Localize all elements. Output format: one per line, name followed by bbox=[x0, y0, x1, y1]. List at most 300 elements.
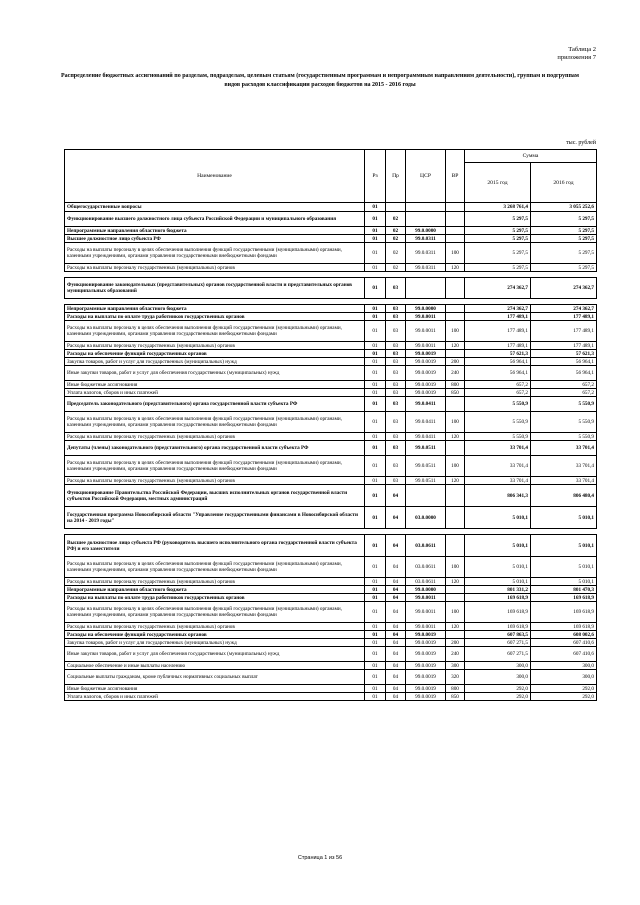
page-number: Страница 1 из 56 bbox=[297, 855, 343, 861]
cell-csr bbox=[406, 212, 446, 227]
cell-pr: 03 bbox=[386, 278, 406, 299]
cell-vr bbox=[446, 227, 465, 235]
cell-v2015: 3 268 761,4 bbox=[465, 203, 531, 212]
cell-v2016: 57 621,3 bbox=[531, 350, 597, 358]
cell-rz: 01 bbox=[365, 433, 386, 441]
table-row bbox=[65, 647, 597, 662]
cell-name: Расходы на обеспечение функций государственных органов bbox=[65, 350, 365, 358]
cell-name: Уплата налогов, сборов и иных платежей bbox=[65, 389, 365, 397]
cell-csr: 99.0.0311 bbox=[406, 264, 446, 272]
cell-csr: 99.0.0011 bbox=[406, 342, 446, 350]
cell-vr bbox=[446, 586, 465, 594]
cell-csr: 99.0.0019 bbox=[406, 647, 446, 662]
cell-pr: 02 bbox=[386, 264, 406, 272]
cell-pr: 04 bbox=[386, 662, 406, 670]
cell-csr: 99.0.0019 bbox=[406, 381, 446, 389]
cell-name: Непрограммные направления областного бюджета bbox=[65, 305, 365, 313]
column-header-2016: 2016 год bbox=[531, 163, 597, 203]
table-row bbox=[65, 389, 597, 397]
cell-v2015: 177 489,1 bbox=[465, 342, 531, 350]
cell-name: Расходы на выплаты персоналу государственных (муниципальных) органов bbox=[65, 623, 365, 631]
cell-name: Депутаты (члены) законодательного (представительного) органа государственной власти субъекта РФ bbox=[65, 441, 365, 456]
cell-csr: 99.0.0311 bbox=[406, 235, 446, 243]
cell-pr: 04 bbox=[386, 594, 406, 602]
cell-v2016: 5 010,1 bbox=[531, 578, 597, 586]
cell-pr: 03 bbox=[386, 456, 406, 477]
cell-v2016: 169 618,9 bbox=[531, 623, 597, 631]
cell-rz: 01 bbox=[365, 321, 386, 342]
cell-rz: 01 bbox=[365, 647, 386, 662]
cell-vr bbox=[446, 397, 465, 412]
cell-rz: 01 bbox=[365, 586, 386, 594]
cell-csr: 99.0.0511 bbox=[406, 477, 446, 485]
cell-csr: 99.0.0000 bbox=[406, 586, 446, 594]
cell-pr: 04 bbox=[386, 647, 406, 662]
table-row bbox=[65, 366, 597, 381]
cell-rz: 01 bbox=[365, 203, 386, 212]
cell-csr: 99.0.0019 bbox=[406, 693, 446, 701]
cell-v2015: 56 964,1 bbox=[465, 366, 531, 381]
cell-vr: 200 bbox=[446, 358, 465, 366]
cell-rz: 01 bbox=[365, 693, 386, 701]
cell-pr: 04 bbox=[386, 557, 406, 578]
cell-vr: 120 bbox=[446, 264, 465, 272]
cell-rz: 01 bbox=[365, 631, 386, 639]
table-row bbox=[65, 235, 597, 243]
cell-vr: 100 bbox=[446, 602, 465, 623]
cell-v2016: 608 002,6 bbox=[531, 631, 597, 639]
cell-v2016: 806 480,4 bbox=[531, 485, 597, 507]
cell-csr: 99.0.0019 bbox=[406, 631, 446, 639]
cell-v2016: 5 550,9 bbox=[531, 433, 597, 441]
cell-name: Иные бюджетные ассигнования bbox=[65, 381, 365, 389]
cell-v2015: 169 618,9 bbox=[465, 602, 531, 623]
cell-csr: 99.0.0011 bbox=[406, 594, 446, 602]
cell-pr: 04 bbox=[386, 535, 406, 557]
cell-rz: 01 bbox=[365, 412, 386, 433]
cell-v2016: 5 297,5 bbox=[531, 212, 597, 227]
cell-csr: 99.0.0000 bbox=[406, 305, 446, 313]
cell-rz: 01 bbox=[365, 456, 386, 477]
cell-pr: 03 bbox=[386, 342, 406, 350]
cell-v2016: 801 470,3 bbox=[531, 586, 597, 594]
cell-csr: 03.0.0611 bbox=[406, 535, 446, 557]
cell-vr bbox=[446, 235, 465, 243]
cell-name: Общегосударственные вопросы bbox=[65, 203, 365, 212]
cell-v2015: 5 010,1 bbox=[465, 507, 531, 529]
cell-name: Функционирование Правительства Российской Федерации, высших исполнительных органов государственной власти субъектов Российской Федерации, местных администраций bbox=[65, 485, 365, 507]
cell-pr: 04 bbox=[386, 639, 406, 647]
cell-rz: 01 bbox=[365, 350, 386, 358]
cell-rz: 01 bbox=[365, 535, 386, 557]
cell-v2015: 806 341,3 bbox=[465, 485, 531, 507]
cell-name: Социальные выплаты гражданам, кроме публичных нормативных социальных выплат bbox=[65, 670, 365, 685]
table-row bbox=[65, 507, 597, 529]
cell-v2016: 300,0 bbox=[531, 662, 597, 670]
table-row bbox=[65, 412, 597, 433]
cell-pr: 02 bbox=[386, 243, 406, 264]
cell-name: Председатель законодательного (представительного) органа государственной власти субъекта РФ bbox=[65, 397, 365, 412]
cell-pr: 03 bbox=[386, 313, 406, 321]
table-row bbox=[65, 693, 597, 701]
cell-name: Закупка товаров, работ и услуг для государственных (муниципальных) нужд bbox=[65, 358, 365, 366]
cell-vr: 850 bbox=[446, 693, 465, 701]
cell-rz: 01 bbox=[365, 381, 386, 389]
cell-v2016: 177 489,1 bbox=[531, 321, 597, 342]
table-body bbox=[65, 203, 597, 701]
cell-rz: 01 bbox=[365, 243, 386, 264]
cell-v2015: 33 701,4 bbox=[465, 456, 531, 477]
cell-name: Высшее должностное лицо субъекта РФ bbox=[65, 235, 365, 243]
cell-pr: 03 bbox=[386, 381, 406, 389]
cell-name: Расходы на выплаты персоналу государственных (муниципальных) органов bbox=[65, 578, 365, 586]
cell-pr: 04 bbox=[386, 685, 406, 693]
cell-v2016: 607 410,6 bbox=[531, 647, 597, 662]
table-row bbox=[65, 557, 597, 578]
cell-vr: 120 bbox=[446, 477, 465, 485]
column-header-csr: ЦСР bbox=[406, 150, 446, 203]
cell-vr: 800 bbox=[446, 685, 465, 693]
cell-v2015: 5 297,5 bbox=[465, 264, 531, 272]
cell-vr bbox=[446, 507, 465, 529]
cell-rz: 01 bbox=[365, 358, 386, 366]
cell-v2016: 56 964,1 bbox=[531, 366, 597, 381]
cell-v2015: 274 362,7 bbox=[465, 278, 531, 299]
cell-vr bbox=[446, 631, 465, 639]
cell-vr bbox=[446, 212, 465, 227]
table-row bbox=[65, 278, 597, 299]
cell-name: Функционирование законодательных (представительных) органов государственной власти и представительных органов муниципальных образований bbox=[65, 278, 365, 299]
cell-csr: 99.0.0019 bbox=[406, 685, 446, 693]
cell-pr: 03 bbox=[386, 366, 406, 381]
cell-name: Расходы на выплаты персоналу в целях обеспечения выполнения функций государственными (муниципальными) органами, казенными учреждениями, органами управления государственными внебюджетными фондами bbox=[65, 412, 365, 433]
table-row bbox=[65, 264, 597, 272]
cell-v2015: 607 271,5 bbox=[465, 647, 531, 662]
cell-vr: 320 bbox=[446, 670, 465, 685]
cell-v2016: 169 618,9 bbox=[531, 594, 597, 602]
cell-csr: 99.0.0011 bbox=[406, 623, 446, 631]
cell-vr bbox=[446, 535, 465, 557]
table-row bbox=[65, 305, 597, 313]
cell-rz: 01 bbox=[365, 342, 386, 350]
cell-rz: 01 bbox=[365, 212, 386, 227]
column-header-2015: 2015 год bbox=[465, 163, 531, 203]
cell-v2015: 801 331,2 bbox=[465, 586, 531, 594]
cell-vr: 200 bbox=[446, 639, 465, 647]
table-row bbox=[65, 477, 597, 485]
cell-csr: 99.0.0019 bbox=[406, 350, 446, 358]
cell-v2015: 5 550,9 bbox=[465, 412, 531, 433]
cell-csr: 99.0.0011 bbox=[406, 321, 446, 342]
cell-v2016: 177 489,1 bbox=[531, 342, 597, 350]
cell-name: Социальное обеспечение и иные выплаты населению bbox=[65, 662, 365, 670]
cell-v2016: 5 550,9 bbox=[531, 412, 597, 433]
table-row bbox=[65, 441, 597, 456]
cell-vr: 240 bbox=[446, 366, 465, 381]
cell-pr: 02 bbox=[386, 212, 406, 227]
table-row bbox=[65, 381, 597, 389]
cell-name: Иные бюджетные ассигнования bbox=[65, 685, 365, 693]
column-header-name: Наименование bbox=[65, 150, 365, 203]
table-row bbox=[65, 243, 597, 264]
table-row bbox=[65, 594, 597, 602]
table-row bbox=[65, 350, 597, 358]
cell-v2016: 5 297,5 bbox=[531, 227, 597, 235]
table-row bbox=[65, 227, 597, 235]
cell-v2016: 33 701,4 bbox=[531, 477, 597, 485]
cell-name: Непрограммные направления областного бюджета bbox=[65, 586, 365, 594]
cell-name: Закупка товаров, работ и услуг для государственных (муниципальных) нужд bbox=[65, 639, 365, 647]
table-number-line1: Таблица 2 bbox=[568, 46, 596, 53]
cell-v2015: 657,2 bbox=[465, 389, 531, 397]
column-header-vr: ВР bbox=[446, 150, 465, 203]
cell-name: Уплата налогов, сборов и иных платежей bbox=[65, 693, 365, 701]
table-row bbox=[65, 535, 597, 557]
cell-pr: 04 bbox=[386, 578, 406, 586]
cell-csr: 99.0.0019 bbox=[406, 389, 446, 397]
cell-v2016: 33 701,4 bbox=[531, 456, 597, 477]
cell-vr: 100 bbox=[446, 557, 465, 578]
cell-v2015: 169 618,9 bbox=[465, 594, 531, 602]
table-row bbox=[65, 313, 597, 321]
cell-vr: 100 bbox=[446, 321, 465, 342]
table-row bbox=[65, 623, 597, 631]
cell-name: Расходы на выплаты по оплате труда работников государственных органов bbox=[65, 313, 365, 321]
cell-pr bbox=[386, 203, 406, 212]
table-row bbox=[65, 397, 597, 412]
table-number-line2: приложения 7 bbox=[557, 54, 596, 61]
cell-name: Расходы на выплаты персоналу в целях обеспечения выполнения функций государственными (муниципальными) органами, казенными учреждениями, органами управления государственными внебюджетными фондами bbox=[65, 243, 365, 264]
cell-name: Иные закупки товаров, работ и услуг для обеспечения государственных (муниципальных) нужд bbox=[65, 366, 365, 381]
table-number bbox=[557, 46, 596, 62]
cell-v2016: 607 410,6 bbox=[531, 639, 597, 647]
table-row bbox=[65, 342, 597, 350]
cell-rz: 01 bbox=[365, 662, 386, 670]
table-row bbox=[65, 321, 597, 342]
cell-vr: 120 bbox=[446, 342, 465, 350]
cell-csr: 99.0.0011 bbox=[406, 313, 446, 321]
table-row bbox=[65, 578, 597, 586]
cell-v2016: 292,0 bbox=[531, 693, 597, 701]
cell-v2016: 177 489,1 bbox=[531, 313, 597, 321]
column-header-sum: Сумма bbox=[465, 150, 597, 163]
cell-pr: 02 bbox=[386, 227, 406, 235]
column-header-pr: Пр bbox=[386, 150, 406, 203]
cell-pr: 04 bbox=[386, 485, 406, 507]
cell-vr bbox=[446, 594, 465, 602]
cell-rz: 01 bbox=[365, 578, 386, 586]
cell-pr: 03 bbox=[386, 477, 406, 485]
cell-vr: 300 bbox=[446, 662, 465, 670]
cell-pr: 04 bbox=[386, 602, 406, 623]
cell-name: Расходы на выплаты персоналу в целях обеспечения выполнения функций государственными (муниципальными) органами, казенными учреждениями, органами управления государственными внебюджетными фондами bbox=[65, 456, 365, 477]
cell-v2016: 3 055 252,6 bbox=[531, 203, 597, 212]
table-row bbox=[65, 602, 597, 623]
cell-rz: 01 bbox=[365, 441, 386, 456]
cell-v2015: 5 550,9 bbox=[465, 397, 531, 412]
cell-csr: 99.0.0411 bbox=[406, 397, 446, 412]
cell-name: Расходы на выплаты персоналу государственных (муниципальных) органов bbox=[65, 477, 365, 485]
cell-vr bbox=[446, 278, 465, 299]
cell-pr: 04 bbox=[386, 670, 406, 685]
cell-v2015: 56 964,1 bbox=[465, 358, 531, 366]
table-row bbox=[65, 670, 597, 685]
cell-csr: 99.0.0411 bbox=[406, 412, 446, 433]
cell-v2016: 5 297,5 bbox=[531, 264, 597, 272]
cell-name: Функционирование высшего должностного лица субъекта Российской Федерации и муниципального образования bbox=[65, 212, 365, 227]
cell-name: Расходы на выплаты персоналу в целях обеспечения выполнения функций государственными (муниципальными) органами, казенными учреждениями, органами управления государственными внебюджетными фондами bbox=[65, 602, 365, 623]
table-row bbox=[65, 456, 597, 477]
table-row bbox=[65, 586, 597, 594]
cell-rz: 01 bbox=[365, 485, 386, 507]
cell-pr: 04 bbox=[386, 586, 406, 594]
cell-rz: 01 bbox=[365, 477, 386, 485]
cell-name: Расходы на выплаты персоналу государственных (муниципальных) органов bbox=[65, 433, 365, 441]
cell-csr: 99.0.0511 bbox=[406, 456, 446, 477]
table-row bbox=[65, 358, 597, 366]
table-row bbox=[65, 631, 597, 639]
cell-vr: 100 bbox=[446, 412, 465, 433]
cell-v2016: 5 550,9 bbox=[531, 397, 597, 412]
cell-csr: 99.0.0011 bbox=[406, 602, 446, 623]
cell-vr bbox=[446, 441, 465, 456]
cell-csr: 99.0.0019 bbox=[406, 358, 446, 366]
cell-v2015: 274 362,7 bbox=[465, 305, 531, 313]
cell-pr: 03 bbox=[386, 358, 406, 366]
cell-rz: 01 bbox=[365, 507, 386, 529]
cell-v2015: 5 010,1 bbox=[465, 557, 531, 578]
cell-name: Расходы на выплаты персоналу государственных (муниципальных) органов bbox=[65, 264, 365, 272]
cell-v2016: 5 010,1 bbox=[531, 507, 597, 529]
cell-v2016: 5 010,1 bbox=[531, 535, 597, 557]
cell-v2015: 169 618,9 bbox=[465, 623, 531, 631]
cell-pr: 03 bbox=[386, 412, 406, 433]
document-title: Распределение бюджетных ассигнований по разделам, подразделам, целевым статьям (государственным программам и непрограммным направлениям деятельности), группам и подгруппам видов расходов классификации расходов бюджетов на 2015 - 2016 годы bbox=[61, 73, 579, 88]
cell-v2015: 5 297,5 bbox=[465, 227, 531, 235]
cell-vr bbox=[446, 305, 465, 313]
cell-rz: 01 bbox=[365, 397, 386, 412]
cell-rz: 01 bbox=[365, 685, 386, 693]
cell-rz: 01 bbox=[365, 366, 386, 381]
cell-rz: 01 bbox=[365, 264, 386, 272]
cell-pr: 04 bbox=[386, 631, 406, 639]
cell-v2015: 5 010,1 bbox=[465, 535, 531, 557]
cell-v2015: 292,0 bbox=[465, 693, 531, 701]
cell-csr: 99.0.0411 bbox=[406, 433, 446, 441]
cell-v2015: 607 863,5 bbox=[465, 631, 531, 639]
cell-v2015: 5 297,5 bbox=[465, 235, 531, 243]
cell-v2015: 177 489,1 bbox=[465, 321, 531, 342]
cell-v2015: 292,0 bbox=[465, 685, 531, 693]
cell-rz: 01 bbox=[365, 235, 386, 243]
cell-rz: 01 bbox=[365, 227, 386, 235]
cell-v2016: 292,0 bbox=[531, 685, 597, 693]
cell-v2015: 5 297,5 bbox=[465, 243, 531, 264]
cell-v2016: 274 362,7 bbox=[531, 278, 597, 299]
cell-name: Непрограммные направления областного бюджета bbox=[65, 227, 365, 235]
table-row bbox=[65, 485, 597, 507]
table-header bbox=[65, 150, 597, 203]
cell-vr: 120 bbox=[446, 578, 465, 586]
unit-label: тыс. рублей bbox=[566, 140, 596, 146]
cell-vr: 100 bbox=[446, 456, 465, 477]
cell-csr: 99.0.0019 bbox=[406, 670, 446, 685]
cell-csr: 99.0.0019 bbox=[406, 639, 446, 647]
cell-name: Государственная программа Новосибирской области "Управление государственными финансами в Новосибирской области на 2014 - 2019 годы" bbox=[65, 507, 365, 529]
budget-table bbox=[64, 149, 597, 701]
cell-name: Расходы на обеспечение функций государственных органов bbox=[65, 631, 365, 639]
cell-v2016: 657,2 bbox=[531, 381, 597, 389]
cell-name: Иные закупки товаров, работ и услуг для обеспечения государственных (муниципальных) нужд bbox=[65, 647, 365, 662]
cell-v2016: 33 701,4 bbox=[531, 441, 597, 456]
cell-v2016: 657,2 bbox=[531, 389, 597, 397]
cell-v2015: 300,0 bbox=[465, 662, 531, 670]
cell-v2015: 33 701,4 bbox=[465, 441, 531, 456]
cell-v2015: 5 297,5 bbox=[465, 212, 531, 227]
cell-vr: 100 bbox=[446, 243, 465, 264]
table-row bbox=[65, 685, 597, 693]
cell-name: Расходы на выплаты персоналу в целях обеспечения выполнения функций государственными (муниципальными) органами, казенными учреждениями, органами управления государственными внебюджетными фондами bbox=[65, 321, 365, 342]
cell-pr: 03 bbox=[386, 441, 406, 456]
column-header-rz: Рз bbox=[365, 150, 386, 203]
cell-v2015: 177 489,1 bbox=[465, 313, 531, 321]
cell-v2015: 5 550,9 bbox=[465, 433, 531, 441]
cell-csr: 99.0.0019 bbox=[406, 366, 446, 381]
cell-vr bbox=[446, 313, 465, 321]
cell-rz: 01 bbox=[365, 313, 386, 321]
cell-vr: 240 bbox=[446, 647, 465, 662]
cell-pr: 03 bbox=[386, 321, 406, 342]
cell-v2015: 300,0 bbox=[465, 670, 531, 685]
cell-pr: 03 bbox=[386, 433, 406, 441]
cell-v2016: 300,0 bbox=[531, 670, 597, 685]
cell-pr: 03 bbox=[386, 397, 406, 412]
cell-v2015: 57 621,3 bbox=[465, 350, 531, 358]
cell-vr bbox=[446, 350, 465, 358]
cell-pr: 04 bbox=[386, 623, 406, 631]
cell-name: Расходы на выплаты персоналу в целях обеспечения выполнения функций государственными (муниципальными) органами, казенными учреждениями, органами управления государственными внебюджетными фондами bbox=[65, 557, 365, 578]
cell-v2016: 5 297,5 bbox=[531, 235, 597, 243]
cell-name: Расходы на выплаты по оплате труда работников государственных органов bbox=[65, 594, 365, 602]
cell-csr: 03.0.0611 bbox=[406, 578, 446, 586]
cell-csr: 99.0.0511 bbox=[406, 441, 446, 456]
cell-csr: 99.0.0311 bbox=[406, 243, 446, 264]
cell-v2016: 274 362,7 bbox=[531, 305, 597, 313]
cell-pr: 02 bbox=[386, 235, 406, 243]
cell-v2016: 5 297,5 bbox=[531, 243, 597, 264]
cell-vr bbox=[446, 485, 465, 507]
cell-csr bbox=[406, 203, 446, 212]
cell-vr: 850 bbox=[446, 389, 465, 397]
cell-csr: 99.0.0019 bbox=[406, 662, 446, 670]
cell-v2015: 657,2 bbox=[465, 381, 531, 389]
cell-pr: 03 bbox=[386, 350, 406, 358]
table-row bbox=[65, 203, 597, 212]
cell-vr: 120 bbox=[446, 433, 465, 441]
cell-rz: 01 bbox=[365, 305, 386, 313]
table-row bbox=[65, 662, 597, 670]
cell-vr: 800 bbox=[446, 381, 465, 389]
cell-pr: 03 bbox=[386, 305, 406, 313]
cell-rz: 01 bbox=[365, 389, 386, 397]
cell-name: Высшее должностное лицо субъекта РФ (руководитель высшего исполнительного органа государственной власти субъекта РФ) и его заместители bbox=[65, 535, 365, 557]
cell-csr: 03.0.0000 bbox=[406, 507, 446, 529]
cell-rz: 01 bbox=[365, 602, 386, 623]
cell-v2015: 607 271,5 bbox=[465, 639, 531, 647]
cell-pr: 03 bbox=[386, 389, 406, 397]
cell-v2016: 5 010,1 bbox=[531, 557, 597, 578]
cell-rz: 01 bbox=[365, 670, 386, 685]
